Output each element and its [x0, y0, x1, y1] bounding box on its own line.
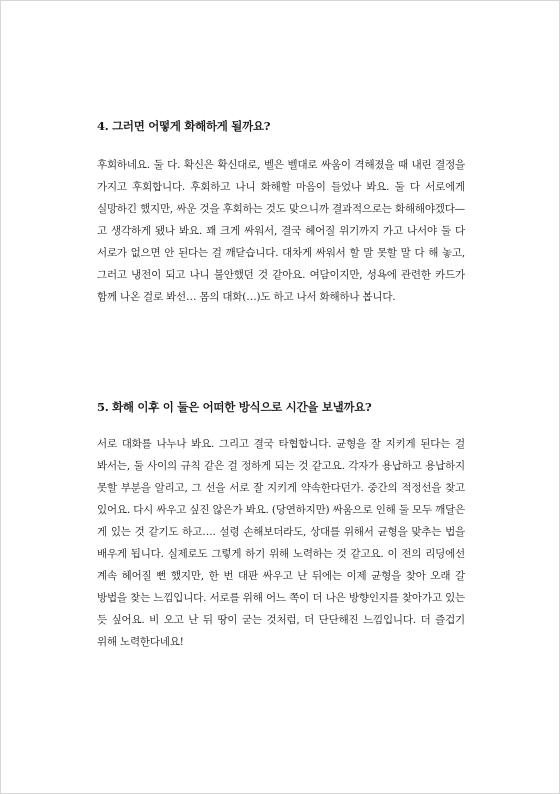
question-5-answer: 서로 대화를 나누나 봐요. 그리고 결국 타협합니다. 균형을 잘 지키게 된다는 걸 봐서는, 둘 사이의 규칙 같은 걸 정하게 되는 것 같고요. 각자가 용납하고 용납하지 못할 부분을 알리고, 그 선을 서로 잘 지키게 약속한다던가. 중간의 적정선을 찾고 있어요. 다시 싸우고 싶진 않은가 봐요. (당연하지만) 싸움으로 인해 둘 모두 깨달은 게 있는 것 같기도 하고…. 설령 손해보더라도, 상대를 위해서 균형을 맞추는 법을 배우게 됩니다. 실제로도 그렇게 하기 위해 노력하는 것 같고요. 이 전의 리딩에선 계속 헤어질 뻔 했지만, 한 번 대판 싸우고 난 뒤에는 이제 균형을 찾아 오래 갈 방법을 찾는 느낌입니다. 서로를 위해 어느 쪽이 더 나은 방향인지를 찾아가고 있는 듯 싶어요. 비 오고 난 뒤 땅이 굳는 것처럼, 더 단단해진 느낌입니다. 더 즐겁기 위해 노력한다네요!: [97, 438, 465, 648]
question-4-heading: 4. 그러면 어떻게 화해하게 될까요?: [97, 119, 271, 133]
question-5-heading: 5. 화해 이후 이 둘은 어떠한 방식으로 시간을 보낼까요?: [97, 400, 372, 414]
section-question-5: [97, 399, 465, 653]
question-4-answer: 후회하네요. 둘 다. 확신은 확신대로, 벨은 벨대로 싸움이 격해졌을 때 내린 결정을 가지고 후회합니다. 후회하고 나니 화해할 마음이 들었나 봐요. 둘 다 서로에게 실망하긴 했지만, 싸운 것을 후회하는 것도 맞으니까 결과적으로는 화해해야겠다— 고 생각하게 됐나 봐요. 꽤 크게 싸워서, 결국 헤어질 위기까지 가고 나서야 둘 다 서로가 없으면 안 된다는 걸 깨닫습니다. 대차게 싸워서 할 말 못할 말 다 해 놓고, 그러고 냉전이 되고 나니 불안했던 것 같아요. 여담이지만, 성욕에 관련한 카드가 함께 나온 걸로 봐선… 몸의 대화(…)도 하고 나서 화해하나 봅니다.: [97, 159, 465, 303]
section-question-4: [97, 118, 465, 308]
